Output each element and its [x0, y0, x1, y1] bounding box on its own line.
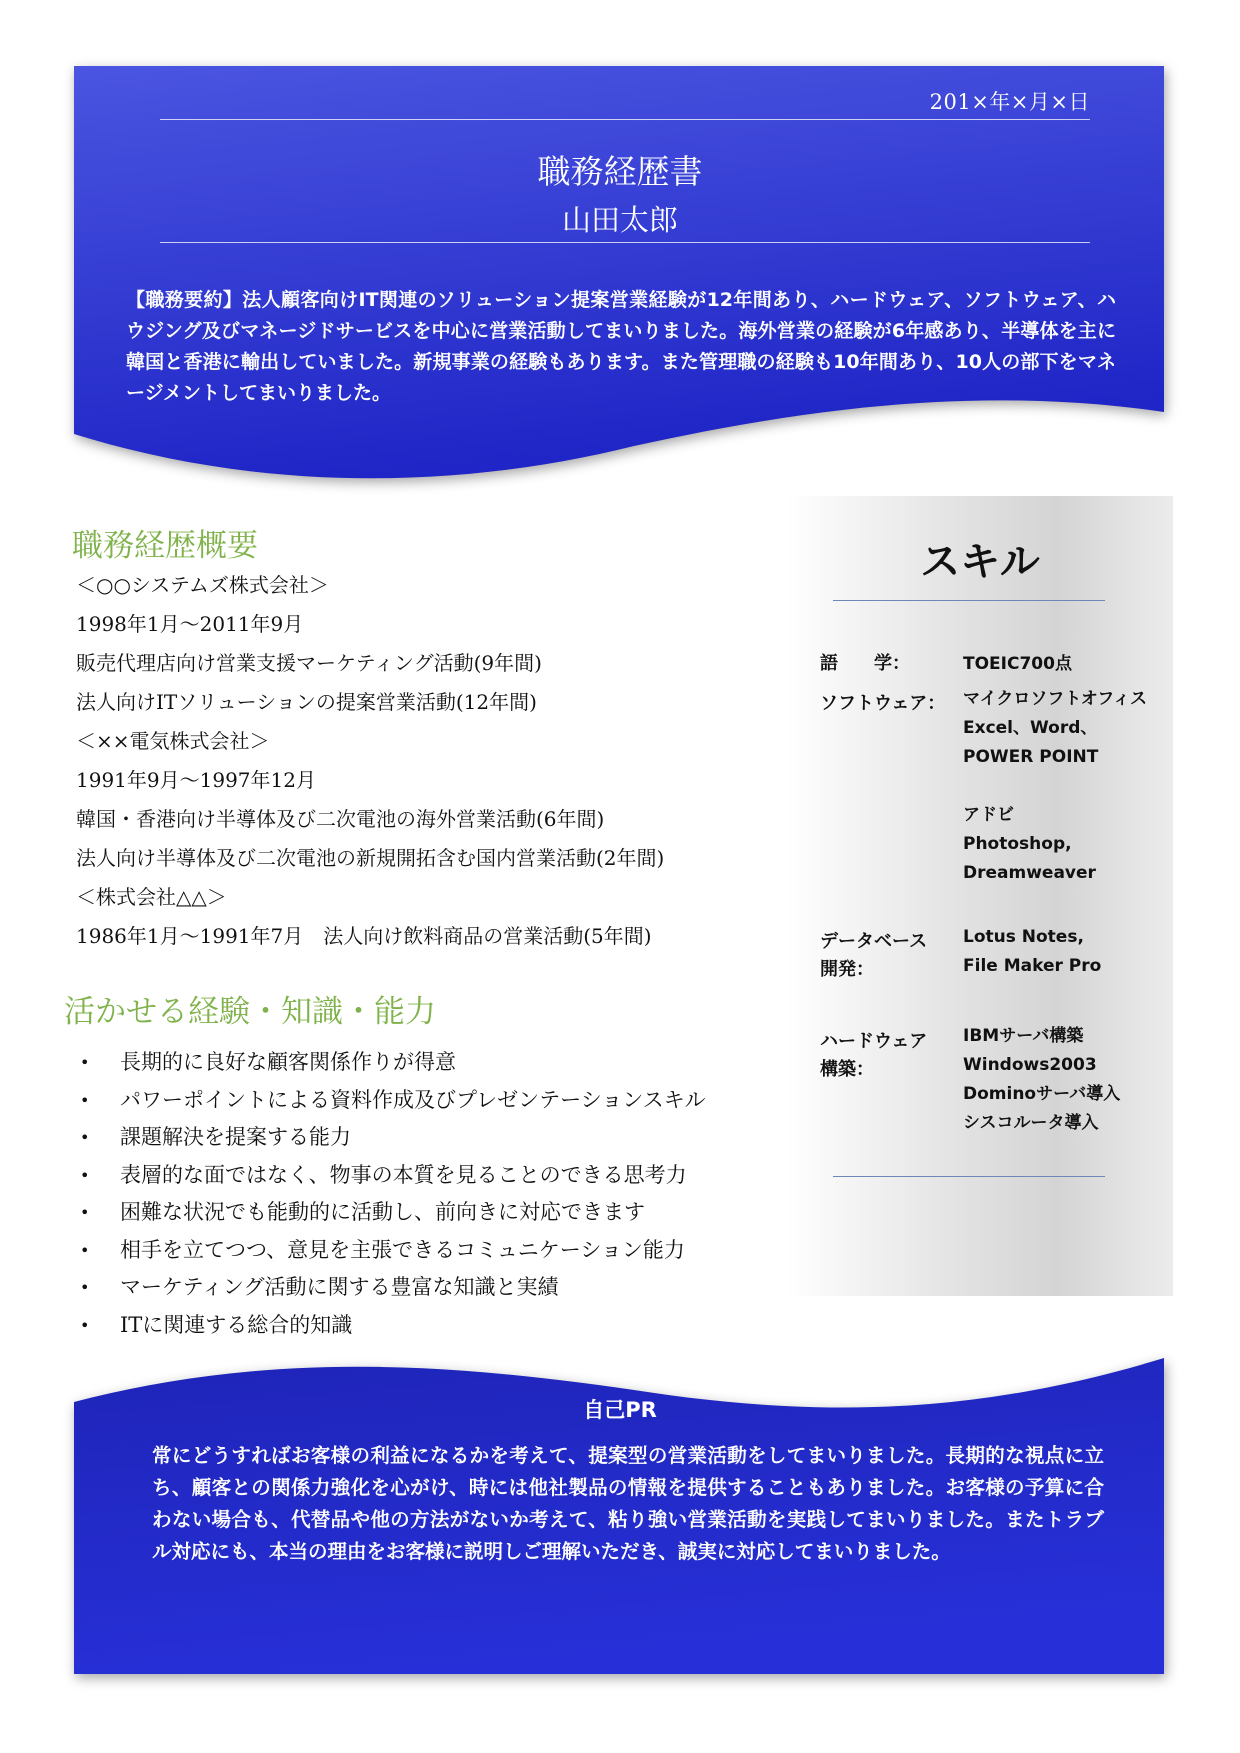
experience-item	[76, 1194, 796, 1232]
experience-list	[76, 1044, 796, 1344]
skill-value-line: Excel、Word、	[963, 718, 1098, 738]
skill-label-database: データベース 開発：	[820, 931, 928, 980]
career-history-line: 韓国・香港向け半導体及び二次電池の海外営業活動(6年間)	[76, 807, 605, 831]
experience-item	[76, 1269, 796, 1307]
experience-item-text: 相手を立てつつ、意見を主張できるコミュニケーション能力	[120, 1237, 685, 1262]
skill-value-line: アドビ	[963, 805, 1014, 825]
header-top-rule	[160, 119, 1090, 120]
experience-item-text: 表層的な面ではなく、物事の本質を見ることのできる思考力	[120, 1162, 687, 1187]
skill-label-language: 語 学：	[820, 653, 910, 674]
career-heading: 職務経歴概要	[72, 528, 258, 564]
career-history-list	[76, 566, 776, 956]
skill-value-line: IBMサーバ構築	[963, 1026, 1084, 1046]
skill-value-line: Dominoサーバ導入	[963, 1084, 1121, 1104]
bullet-icon: •	[80, 1053, 90, 1072]
experience-item	[76, 1157, 796, 1195]
header-band	[74, 66, 1164, 500]
experience-item	[76, 1044, 796, 1082]
skill-value-line: シスコルータ導入	[963, 1113, 1099, 1133]
skills-title: スキル	[920, 539, 1040, 585]
career-history-line: 販売代理店向け営業支援マーケティング活動(9年間)	[76, 651, 542, 675]
bullet-icon: •	[80, 1240, 90, 1260]
bullet-icon: •	[80, 1315, 90, 1335]
experience-item-text: ITに関連する総合的知識	[120, 1312, 353, 1337]
career-history-line: ＜××電気株式会社＞	[76, 729, 270, 753]
career-history-line: ＜○○システムズ株式会社＞	[76, 573, 329, 597]
skill-value-line: File Maker Pro	[963, 956, 1102, 976]
skill-value-line: Photoshop,	[963, 834, 1072, 854]
experience-heading: 活かせる経験・知識・能力	[64, 994, 436, 1030]
skill-value-line: Windows2003	[963, 1055, 1097, 1075]
career-history-line: 1986年1月～1991年7月 法人向け飲料商品の営業活動(5年間)	[76, 924, 652, 948]
skill-value-database	[963, 923, 1101, 981]
pr-title: 自己PR	[583, 1398, 657, 1422]
document-title: 職務経歴書	[537, 152, 703, 191]
skill-value-language	[963, 650, 1072, 679]
career-history-line: 1991年9月～1997年12月	[76, 768, 316, 792]
skill-value-line: POWER POINT	[963, 747, 1099, 767]
career-summary: 【職務要約】法人顧客向けIT関連のソリューション提案営業経験が12年間あり、ハードウェア、ソフトウェア、ハウジング及びマネージドサービスを中心に営業活動してまいりました。海外営業の経験が6年感あり、半導体を主に韓国と香港に輸出していました。新規事業の経験もあります。また管理職の経験も10年間あり、10人の部下をマネージメントしてまいりました。	[126, 289, 1116, 404]
skill-value-software	[963, 685, 1147, 888]
skills-top-rule	[833, 600, 1105, 601]
bullet-icon: •	[80, 1128, 90, 1147]
career-history-line: 1998年1月～2011年9月	[76, 612, 304, 636]
skills-bottom-rule	[833, 1176, 1105, 1177]
career-history-line: ＜株式会社△△＞	[76, 885, 227, 909]
experience-item-text: パワーポイントによる資料作成及びプレゼンテーションスキル	[120, 1087, 706, 1112]
career-history-line: 法人向け半導体及び二次電池の新規開拓含む国内営業活動(2年間)	[76, 846, 665, 870]
experience-item-text: 困難な状況でも能動的に活動し、前向きに対応できます	[120, 1200, 645, 1224]
skill-value-hardware	[963, 1022, 1120, 1138]
experience-item	[76, 1307, 796, 1345]
applicant-name: 山田太郎	[561, 203, 678, 237]
experience-item-text: 課題解決を提案する能力	[120, 1125, 351, 1149]
bullet-icon: •	[80, 1278, 90, 1297]
experience-item	[76, 1082, 796, 1120]
skill-label-software: ソフトウェア：	[820, 693, 946, 714]
career-history-line: 法人向けITソリューションの提案営業活動(12年間)	[76, 690, 537, 714]
experience-item	[76, 1119, 796, 1157]
experience-item-text: 長期的に良好な顧客関係作りが得意	[120, 1050, 456, 1074]
experience-item-text: マーケティング活動に関する豊富な知識と実績	[120, 1275, 559, 1299]
pr-text: 常にどうすればお客様の利益になるかを考えて、提案型の営業活動をしてまいりました。長期的な視点に立ち、顧客との関係力強化を心がけ、時には他社製品の情報を提供することもありました。お客様の予算に合わない場合も、代替品や他の方法がないか考えて、粘り強い営業活動を実践してまいりました。またトラブル対応にも、本当の理由をお客様に説明しご理解いただき、誠実に対応してまいりました。	[152, 1444, 1104, 1563]
bullet-icon: •	[80, 1165, 90, 1185]
skill-value-line: TOEIC700点	[963, 654, 1072, 674]
header-bottom-rule	[160, 242, 1090, 243]
skill-label-hardware: ハードウェア 構築：	[820, 1031, 928, 1080]
skill-value-line: Lotus Notes,	[963, 927, 1084, 947]
document-date: 201×年×月×日	[929, 90, 1090, 114]
skill-value-line: Dreamweaver	[963, 863, 1096, 883]
skill-value-line: マイクロソフトオフィス	[963, 689, 1147, 709]
experience-item	[76, 1232, 796, 1270]
skill-value-spacer	[963, 772, 1147, 801]
bullet-icon: •	[80, 1203, 90, 1222]
bullet-icon: •	[80, 1090, 90, 1110]
